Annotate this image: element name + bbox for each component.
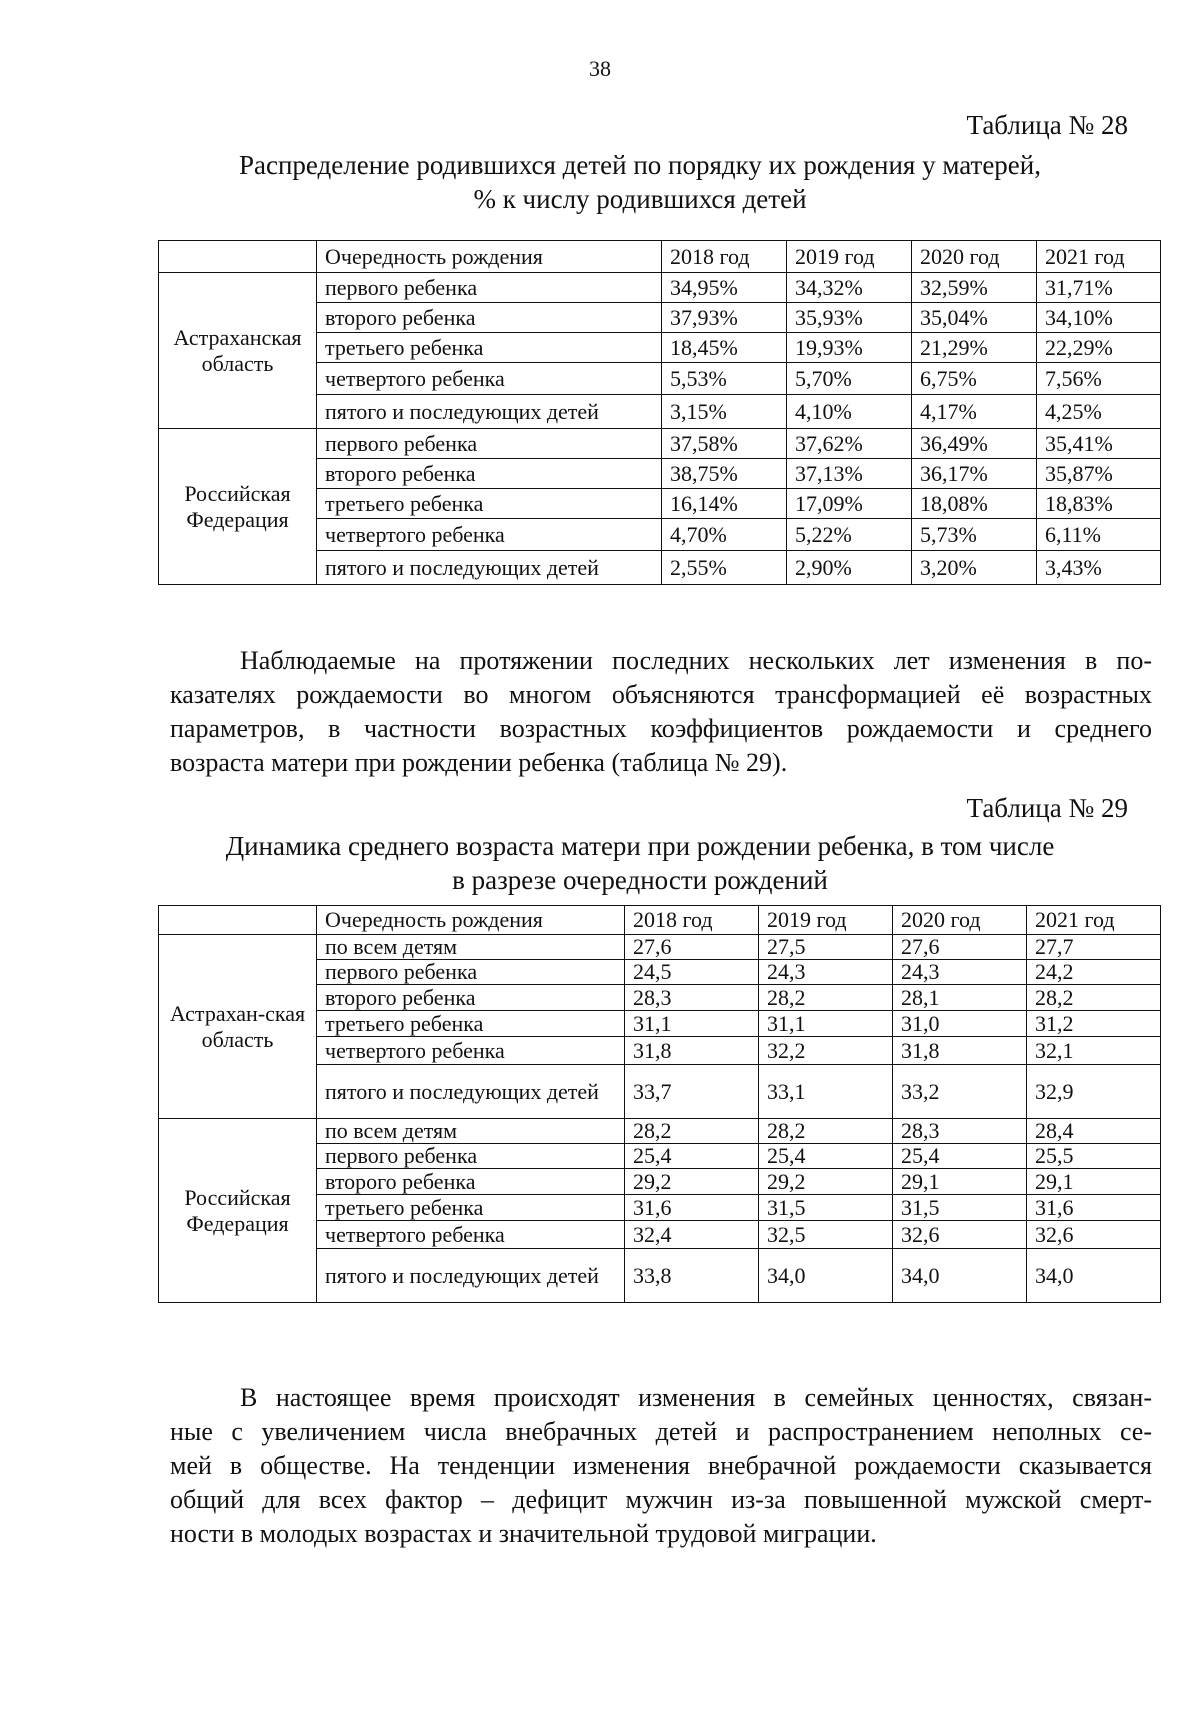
value-cell: 34,0 bbox=[759, 1249, 893, 1303]
value-cell: 4,70% bbox=[662, 519, 787, 551]
value-cell: 28,2 bbox=[759, 985, 893, 1011]
value-cell: 16,14% bbox=[662, 489, 787, 519]
header-cell: 2019 год bbox=[759, 906, 893, 935]
value-cell: 27,6 bbox=[625, 935, 759, 960]
value-cell: 18,08% bbox=[912, 489, 1037, 519]
table-28-label: Таблица № 28 bbox=[966, 110, 1128, 140]
paragraph-line: казателях рождаемости во многом объясняются трансформацией её возрастных bbox=[170, 680, 1152, 709]
row-label-cell: первого ребенка bbox=[317, 1144, 625, 1169]
page-number: 38 bbox=[589, 56, 611, 81]
table-row bbox=[159, 906, 1161, 935]
value-cell: 32,1 bbox=[1027, 1037, 1161, 1065]
value-cell: 31,5 bbox=[893, 1195, 1027, 1221]
table-28-title bbox=[160, 148, 1120, 216]
value-cell: 22,29% bbox=[1037, 333, 1161, 363]
value-cell: 29,2 bbox=[625, 1169, 759, 1195]
table-28-title-line2: % к числу родившихся детей bbox=[473, 184, 807, 214]
value-cell: 35,93% bbox=[787, 303, 912, 333]
value-cell: 34,0 bbox=[893, 1249, 1027, 1303]
row-label-cell: третьего ребенка bbox=[317, 1195, 625, 1221]
header-cell: Очередность рождения bbox=[317, 906, 625, 935]
value-cell: 29,1 bbox=[1027, 1169, 1161, 1195]
value-cell: 27,5 bbox=[759, 935, 893, 960]
header-empty-cell bbox=[159, 906, 317, 935]
value-cell: 28,2 bbox=[625, 1119, 759, 1144]
row-label-cell: первого ребенка bbox=[317, 429, 662, 459]
paragraph-line: Наблюдаемые на протяжении последних нескольких лет изменения в по- bbox=[240, 646, 1152, 675]
value-cell: 32,4 bbox=[625, 1221, 759, 1249]
value-cell: 6,11% bbox=[1037, 519, 1161, 551]
table-29-title-line1: Динамика среднего возраста матери при рождении ребенка, в том числе bbox=[225, 831, 1055, 861]
paragraph-line: общий для всех фактор – дефицит мужчин из-за повышенной мужской смерт- bbox=[170, 1485, 1152, 1514]
value-cell: 3,15% bbox=[662, 395, 787, 429]
row-label-cell: пятого и последующих детей bbox=[317, 1249, 625, 1303]
table-row bbox=[159, 273, 1161, 303]
value-cell: 32,2 bbox=[759, 1037, 893, 1065]
value-cell: 33,7 bbox=[625, 1065, 759, 1119]
row-label-cell: пятого и последующих детей bbox=[317, 551, 662, 585]
paragraph-line: ности в молодых возрастах и значительной трудовой миграции. bbox=[170, 1519, 877, 1548]
header-cell: 2021 год bbox=[1037, 241, 1161, 273]
value-cell: 5,22% bbox=[787, 519, 912, 551]
value-cell: 2,90% bbox=[787, 551, 912, 585]
value-cell: 37,62% bbox=[787, 429, 912, 459]
table-28 bbox=[158, 240, 1161, 585]
row-label-cell: третьего ребенка bbox=[317, 1011, 625, 1037]
row-label-cell: четвертого ребенка bbox=[317, 519, 662, 551]
row-label-cell: второго ребенка bbox=[317, 985, 625, 1011]
region-cell: Российская Федерация bbox=[159, 1119, 317, 1303]
paragraph-2 bbox=[170, 1381, 1152, 1551]
value-cell: 34,0 bbox=[1027, 1249, 1161, 1303]
row-label-cell: третьего ребенка bbox=[317, 489, 662, 519]
value-cell: 38,75% bbox=[662, 459, 787, 489]
header-cell: Очередность рождения bbox=[317, 241, 662, 273]
value-cell: 28,3 bbox=[893, 1119, 1027, 1144]
value-cell: 35,87% bbox=[1037, 459, 1161, 489]
row-label-cell: пятого и последующих детей bbox=[317, 1065, 625, 1119]
value-cell: 25,4 bbox=[625, 1144, 759, 1169]
value-cell: 33,2 bbox=[893, 1065, 1027, 1119]
value-cell: 32,6 bbox=[1027, 1221, 1161, 1249]
value-cell: 36,49% bbox=[912, 429, 1037, 459]
value-cell: 27,6 bbox=[893, 935, 1027, 960]
value-cell: 28,3 bbox=[625, 985, 759, 1011]
value-cell: 25,4 bbox=[759, 1144, 893, 1169]
header-cell: 2019 год bbox=[787, 241, 912, 273]
row-label-cell: первого ребенка bbox=[317, 273, 662, 303]
value-cell: 24,2 bbox=[1027, 960, 1161, 985]
table-row bbox=[159, 429, 1161, 459]
value-cell: 25,4 bbox=[893, 1144, 1027, 1169]
row-label-cell: первого ребенка bbox=[317, 960, 625, 985]
row-label-cell: третьего ребенка bbox=[317, 333, 662, 363]
paragraph-1 bbox=[170, 644, 1152, 780]
value-cell: 31,0 bbox=[893, 1011, 1027, 1037]
value-cell: 24,3 bbox=[893, 960, 1027, 985]
paragraph-line: параметров, в частности возрастных коэффициентов рождаемости и среднего bbox=[170, 714, 1152, 743]
value-cell: 31,8 bbox=[625, 1037, 759, 1065]
value-cell: 33,8 bbox=[625, 1249, 759, 1303]
row-label-cell: по всем детям bbox=[317, 1119, 625, 1144]
value-cell: 28,2 bbox=[1027, 985, 1161, 1011]
row-label-cell: по всем детям bbox=[317, 935, 625, 960]
header-cell: 2018 год bbox=[662, 241, 787, 273]
value-cell: 25,5 bbox=[1027, 1144, 1161, 1169]
row-label-cell: четвертого ребенка bbox=[317, 1037, 625, 1065]
value-cell: 21,29% bbox=[912, 333, 1037, 363]
region-cell: Российская Федерация bbox=[159, 429, 317, 585]
value-cell: 24,5 bbox=[625, 960, 759, 985]
value-cell: 32,5 bbox=[759, 1221, 893, 1249]
value-cell: 31,1 bbox=[625, 1011, 759, 1037]
row-label-cell: пятого и последующих детей bbox=[317, 395, 662, 429]
header-cell: 2018 год bbox=[625, 906, 759, 935]
value-cell: 17,09% bbox=[787, 489, 912, 519]
table-row bbox=[159, 935, 1161, 960]
value-cell: 37,93% bbox=[662, 303, 787, 333]
value-cell: 19,93% bbox=[787, 333, 912, 363]
value-cell: 33,1 bbox=[759, 1065, 893, 1119]
row-label-cell: второго ребенка bbox=[317, 459, 662, 489]
value-cell: 5,70% bbox=[787, 363, 912, 395]
row-label-cell: четвертого ребенка bbox=[317, 363, 662, 395]
value-cell: 5,53% bbox=[662, 363, 787, 395]
value-cell: 37,13% bbox=[787, 459, 912, 489]
row-label-cell: второго ребенка bbox=[317, 303, 662, 333]
value-cell: 3,43% bbox=[1037, 551, 1161, 585]
value-cell: 31,1 bbox=[759, 1011, 893, 1037]
value-cell: 31,8 bbox=[893, 1037, 1027, 1065]
value-cell: 31,5 bbox=[759, 1195, 893, 1221]
header-cell: 2020 год bbox=[893, 906, 1027, 935]
value-cell: 4,25% bbox=[1037, 395, 1161, 429]
row-label-cell: четвертого ребенка bbox=[317, 1221, 625, 1249]
value-cell: 35,41% bbox=[1037, 429, 1161, 459]
value-cell: 32,6 bbox=[893, 1221, 1027, 1249]
value-cell: 32,59% bbox=[912, 273, 1037, 303]
header-cell: 2021 год bbox=[1027, 906, 1161, 935]
table-29-title-line2: в разрезе очередности рождений bbox=[452, 865, 828, 895]
value-cell: 2,55% bbox=[662, 551, 787, 585]
value-cell: 5,73% bbox=[912, 519, 1037, 551]
value-cell: 24,3 bbox=[759, 960, 893, 985]
paragraph-line: возраста матери при рождении ребенка (таблица № 29). bbox=[170, 748, 788, 777]
table-29-title bbox=[160, 829, 1120, 897]
paragraph-line: мей в обществе. На тенденции изменения внебрачной рождаемости сказывается bbox=[170, 1451, 1152, 1480]
paragraph-line: ные с увеличением числа внебрачных детей и распространением неполных се- bbox=[170, 1417, 1152, 1446]
value-cell: 34,95% bbox=[662, 273, 787, 303]
table-row bbox=[159, 241, 1161, 273]
value-cell: 29,2 bbox=[759, 1169, 893, 1195]
value-cell: 3,20% bbox=[912, 551, 1037, 585]
value-cell: 7,56% bbox=[1037, 363, 1161, 395]
value-cell: 32,9 bbox=[1027, 1065, 1161, 1119]
paragraph-line: В настоящее время происходят изменения в семейных ценностях, связан- bbox=[240, 1383, 1152, 1412]
value-cell: 18,83% bbox=[1037, 489, 1161, 519]
table-28-title-line1: Распределение родившихся детей по порядку их рождения у матерей, bbox=[238, 150, 1041, 180]
value-cell: 36,17% bbox=[912, 459, 1037, 489]
value-cell: 31,2 bbox=[1027, 1011, 1161, 1037]
table-29-label: Таблица № 29 bbox=[966, 793, 1128, 823]
value-cell: 28,2 bbox=[759, 1119, 893, 1144]
value-cell: 18,45% bbox=[662, 333, 787, 363]
row-label-cell: второго ребенка bbox=[317, 1169, 625, 1195]
table-29 bbox=[158, 905, 1161, 1303]
value-cell: 28,4 bbox=[1027, 1119, 1161, 1144]
value-cell: 35,04% bbox=[912, 303, 1037, 333]
value-cell: 31,71% bbox=[1037, 273, 1161, 303]
value-cell: 31,6 bbox=[1027, 1195, 1161, 1221]
region-cell: Астраханская область bbox=[159, 273, 317, 429]
value-cell: 6,75% bbox=[912, 363, 1037, 395]
value-cell: 27,7 bbox=[1027, 935, 1161, 960]
header-empty-cell bbox=[159, 241, 317, 273]
value-cell: 31,6 bbox=[625, 1195, 759, 1221]
value-cell: 37,58% bbox=[662, 429, 787, 459]
value-cell: 34,32% bbox=[787, 273, 912, 303]
table-row bbox=[159, 1119, 1161, 1144]
value-cell: 4,10% bbox=[787, 395, 912, 429]
value-cell: 34,10% bbox=[1037, 303, 1161, 333]
value-cell: 4,17% bbox=[912, 395, 1037, 429]
value-cell: 29,1 bbox=[893, 1169, 1027, 1195]
value-cell: 28,1 bbox=[893, 985, 1027, 1011]
header-cell: 2020 год bbox=[912, 241, 1037, 273]
region-cell: Астрахан-ская область bbox=[159, 935, 317, 1119]
